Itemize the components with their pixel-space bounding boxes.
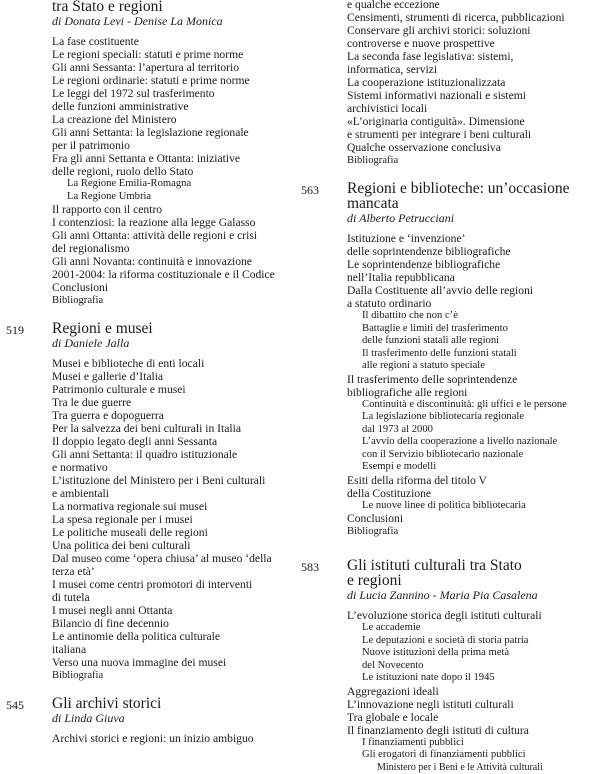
section-item: Fra gli anni Settanta e Ottanta: iniziative delle regioni, ruolo dello Stato bbox=[52, 152, 241, 178]
section-item: L’innovazione negli istituti culturali bbox=[347, 697, 514, 711]
toc-entry-biblioteche bbox=[295, 181, 603, 538]
subsection-item: La Regione Umbria bbox=[67, 190, 152, 202]
section-item: Il doppio legato degli anni Sessanta bbox=[52, 435, 218, 448]
entry-title: Gli archivi storici bbox=[52, 695, 162, 712]
page-number: 519 bbox=[6, 323, 24, 337]
section-item: La spesa regionale per i musei bbox=[52, 513, 193, 526]
page-number: 583 bbox=[301, 560, 319, 574]
section-item: Il trasferimento delle soprintendenze bibliografiche alle regioni bbox=[347, 372, 518, 399]
section-item: Aggregazioni ideali bbox=[347, 684, 439, 698]
section-item: I musei negli anni Ottanta bbox=[52, 604, 173, 617]
section-item: Tra globale e locale bbox=[347, 710, 439, 724]
section-item: La normativa regionale sui musei bbox=[52, 500, 208, 513]
subsection-item: Battaglie e limiti del trasferimento delle funzioni statali alle regioni bbox=[362, 322, 508, 346]
entry-title: Regioni e musei bbox=[52, 320, 153, 337]
section-item: Sistemi informativi nazionali e sistemi archivistici locali bbox=[347, 89, 527, 115]
section-item: Conclusioni bbox=[52, 281, 109, 294]
subsection-item: Gli erogatori di finanziamenti pubblici bbox=[362, 749, 526, 760]
section-item: Conservare gli archivi storici: soluzioni controverse e nuove prospettive bbox=[347, 24, 531, 50]
subsection-item: L’avvio della cooperazione a livello nazionale con il Servizio bibliotecario nazionale bbox=[362, 436, 558, 460]
toc-entry-archivi bbox=[0, 696, 300, 745]
entry-author: di Linda Giuva bbox=[52, 711, 125, 725]
section-list bbox=[347, 609, 603, 774]
section-item: Archivi storici e regioni: un inizio ambiguo bbox=[52, 732, 254, 745]
entry-author: di Alberto Petrucciani bbox=[347, 211, 455, 225]
subsection-item: Ministero per i Beni e le Attività culturali bbox=[377, 761, 543, 773]
section-item: Musei e biblioteche di enti locali bbox=[52, 357, 205, 370]
subsection-item: La legislazione bibliotecaria regionale dal 1973 al 2000 bbox=[362, 411, 525, 435]
toc-entry-archivi-cont bbox=[295, 0, 603, 167]
subsection-item: I finanziamenti pubblici bbox=[362, 736, 464, 748]
section-item: Qualche osservazione conclusiva bbox=[347, 141, 501, 154]
section-item: «L’originaria contiguità». Dimensione e strumenti per integrare i beni culturali bbox=[347, 115, 532, 141]
section-item: Gli anni Novanta: continuità e innovazione bbox=[52, 255, 252, 268]
section-item: Gli anni Settanta: il quadro istituzionale e normativo bbox=[52, 448, 238, 474]
subsection-item: Il dibattito che non c’è bbox=[362, 310, 458, 321]
section-item: Le antinomie della politica culturale italiana bbox=[52, 630, 221, 656]
page-number: 545 bbox=[6, 698, 24, 712]
section-item: Musei e gallerie d’Italia bbox=[52, 370, 164, 383]
section-item: Una politica dei beni culturali bbox=[52, 539, 191, 552]
section-item: Istituzione e ‘invenzione’ delle soprintendenze bibliografiche bbox=[347, 232, 511, 258]
toc-entry-patrimonio bbox=[0, 0, 300, 307]
subsection-item: Il trasferimento delle funzioni statali alle regioni a statuto speciale bbox=[362, 347, 517, 371]
section-item: Verso una nuova immagine dei musei bbox=[52, 656, 227, 669]
section-item: L’evoluzione storica degli istituti culturali bbox=[347, 609, 542, 622]
entry-title: Regioni e biblioteche: un’occasione mancata bbox=[347, 180, 570, 212]
section-item: Le politiche museali delle regioni bbox=[52, 526, 208, 539]
subsection-item: La Regione Emilia-Romagna bbox=[67, 178, 192, 189]
entry-title: Gli istituti culturali tra Stato e regioni bbox=[347, 557, 522, 589]
section-item: Per la salvezza dei beni culturali in Italia bbox=[52, 422, 241, 435]
subsection-item: Le accademie bbox=[362, 622, 421, 633]
section-item: La fase costituente bbox=[52, 35, 139, 48]
subsection-item: Continuità e discontinuità: gli uffici e le persone bbox=[362, 398, 567, 410]
bibliography-item: Bibliografia bbox=[52, 295, 104, 306]
section-item: Le regioni speciali: statuti e prime norme bbox=[52, 48, 244, 61]
section-item: Patrimonio culturale e musei bbox=[52, 383, 186, 396]
section-item: Tra le due guerre bbox=[52, 396, 132, 409]
section-item: 2001-2004: la riforma costituzionale e il Codice bbox=[52, 268, 275, 281]
section-item: Gli anni Settanta: la legislazione regionale per il patrimonio bbox=[52, 126, 249, 152]
section-item: Gli anni Sessanta: l’apertura al territorio bbox=[52, 61, 240, 74]
subsection-item: Nuove istituzioni della prima metà del Novecento bbox=[362, 647, 510, 671]
page-number: 563 bbox=[301, 183, 319, 197]
left-column bbox=[0, 0, 300, 745]
section-item: Le leggi del 1972 sul trasferimento delle funzioni amministrative bbox=[52, 87, 215, 113]
bibliography-item: Bibliografia bbox=[347, 155, 399, 166]
page-number bbox=[295, 0, 347, 167]
section-item: Tra guerra e dopoguerra bbox=[52, 409, 164, 422]
section-list bbox=[347, 232, 603, 538]
section-list bbox=[52, 35, 300, 307]
section-item: La cooperazione istituzionalizzata bbox=[347, 76, 506, 89]
entry-title: tra Stato e regioni bbox=[52, 0, 163, 15]
entry-author: di Donata Levi - Denise La Monica bbox=[52, 14, 223, 28]
section-item: Dal museo come ‘opera chiusa’ al museo ‘della terza età’ bbox=[52, 552, 272, 578]
section-item: L’istituzione del Ministero per i Beni culturali e ambientali bbox=[52, 474, 266, 500]
section-item: Censimenti, strumenti di ricerca, pubblicazioni bbox=[347, 11, 565, 24]
section-item: Le soprintendenze bibliografiche nell’Italia repubblicana bbox=[347, 258, 501, 284]
section-item: Conclusioni bbox=[347, 512, 404, 525]
section-item: Gli anni Ottanta: attività delle regioni e crisi del regionalismo bbox=[52, 229, 258, 255]
subsection-item: Le nuove linee di politica bibliotecaria bbox=[362, 499, 526, 511]
bibliography-item: Bibliografia bbox=[347, 526, 399, 537]
section-item: Le regioni ordinarie: statuti e prime norme bbox=[52, 74, 250, 87]
section-item: I contenziosi: la reazione alla legge Galasso bbox=[52, 216, 256, 229]
right-column bbox=[295, 0, 603, 774]
section-item: Il rapporto con il centro bbox=[52, 203, 163, 216]
section-list bbox=[347, 0, 603, 167]
section-item: La seconda fase legislativa: sistemi, informatica, servizi bbox=[347, 50, 514, 76]
section-list bbox=[52, 732, 300, 745]
toc-entry-istituti bbox=[295, 558, 603, 774]
subsection-item: Esempi e modelli bbox=[362, 461, 437, 472]
section-item: e qualche eccezione bbox=[347, 0, 440, 11]
toc-entry-musei bbox=[0, 321, 300, 682]
section-item: Dalla Costituente all’avvio delle regioni a statuto ordinario bbox=[347, 284, 534, 310]
section-item: Esiti della riforma del titolo V della Costituzione bbox=[347, 473, 487, 500]
bibliography-item: Bibliografia bbox=[52, 670, 104, 681]
section-item: I musei come centri promotori di interventi di tutela bbox=[52, 578, 253, 604]
section-item: Il finanziamento degli istituti di cultura bbox=[347, 723, 529, 737]
page-number bbox=[0, 0, 52, 307]
subsection-item: Le istituzioni nate dopo il 1945 bbox=[362, 672, 495, 683]
entry-author: di Lucia Zannino - Maria Pia Casalena bbox=[347, 588, 538, 602]
section-list bbox=[52, 357, 300, 682]
section-item: Bilancio di fine decennio bbox=[52, 617, 169, 630]
entry-author: di Daniele Jalla bbox=[52, 336, 130, 350]
section-item: La creazione del Ministero bbox=[52, 113, 177, 126]
subsection-item: Le deputazioni e società di storia patria bbox=[362, 634, 529, 646]
